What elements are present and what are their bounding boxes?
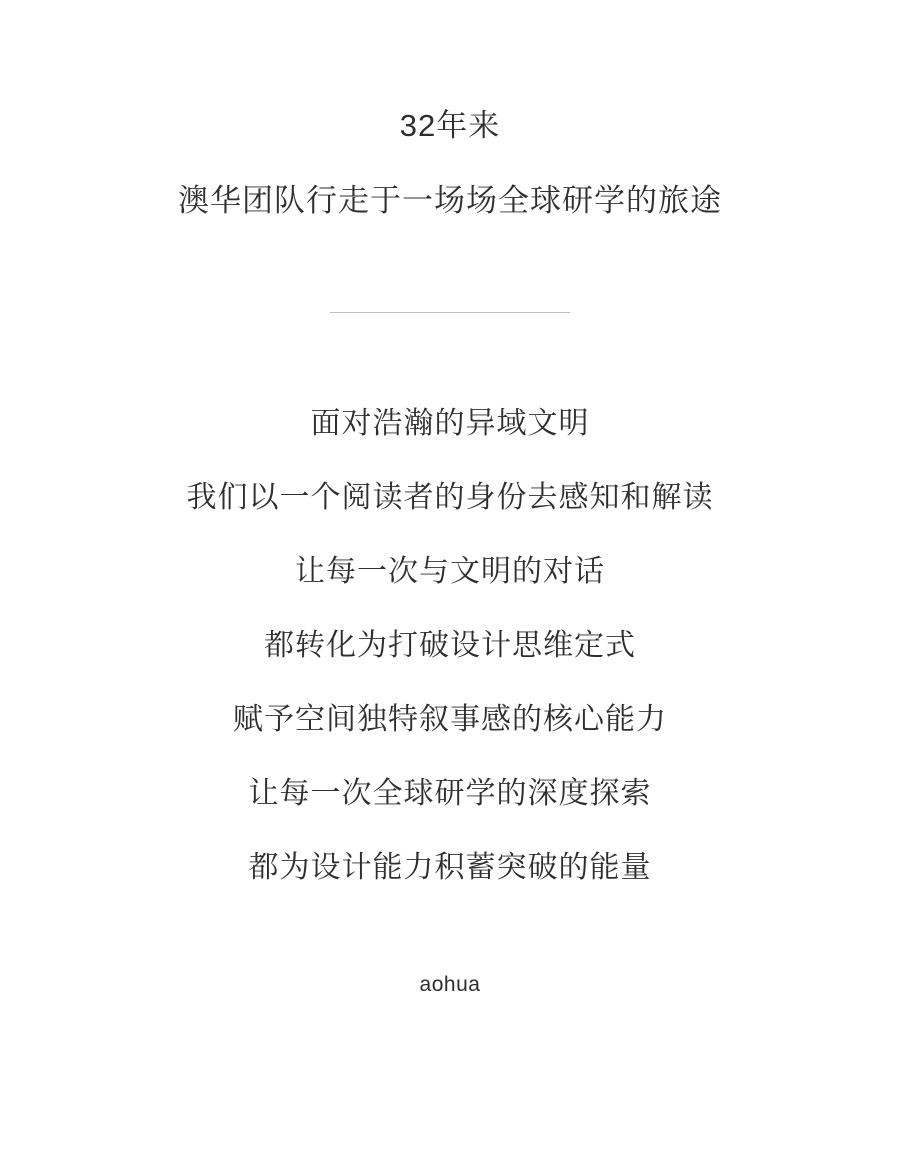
body-line: 赋予空间独特叙事感的核心能力 [233, 703, 667, 736]
divider-container [0, 312, 900, 313]
brand-signature: aohua [419, 973, 481, 996]
body-line: 让每一次与文明的对话 [295, 555, 605, 588]
body-line: 让每一次全球研学的深度探索 [248, 777, 652, 810]
headline-line-1: 32年来 [399, 108, 501, 143]
body-text-block [0, 409, 900, 883]
horizontal-rule [330, 312, 570, 313]
body-line: 都为设计能力积蓄突破的能量 [248, 851, 652, 884]
body-line: 我们以一个阅读者的身份去感知和解读 [186, 481, 714, 514]
body-line: 都转化为打破设计思维定式 [264, 629, 636, 662]
headline-block [0, 110, 900, 216]
headline-line-2: 澳华团队行走于一场场全球研学的旅途 [178, 183, 722, 218]
body-line: 面对浩瀚的异域文明 [310, 407, 590, 440]
